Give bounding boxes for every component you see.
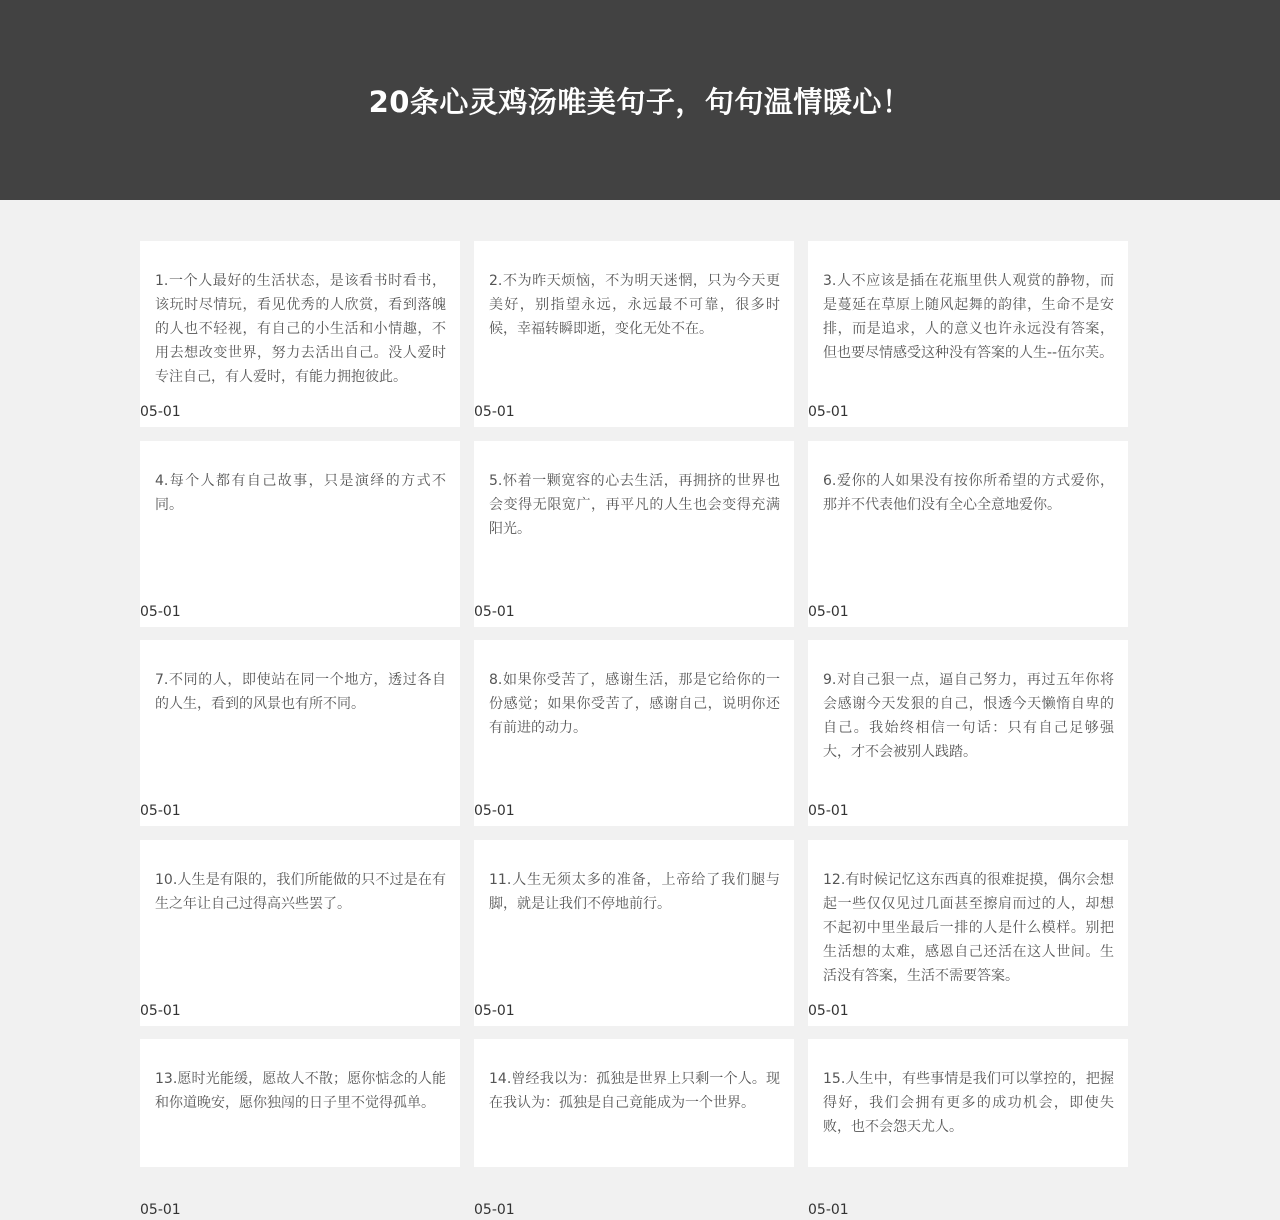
quote-card[interactable] xyxy=(140,441,460,627)
quote-card[interactable] xyxy=(140,840,460,1026)
quote-date: 05-01 xyxy=(140,1202,181,1218)
quote-card[interactable] xyxy=(474,241,794,427)
quote-text: 1.一个人最好的生活状态，是该看书时看书，该玩时尽情玩，看见优秀的人欣赏，看到落魄的人也不轻视，有自己的小生活和小情趣，不用去想改变世界，努力去活出自己。没人爱时专注自己，有人爱时，有能力拥抱彼此。 xyxy=(155,273,446,385)
quote-date: 05-01 xyxy=(808,604,849,620)
quote-text: 14.曾经我以为：孤独是世界上只剩一个人。现在我认为：孤独是自己竟能成为一个世界。 xyxy=(489,1071,780,1111)
quote-card[interactable] xyxy=(140,1039,460,1218)
quote-text: 11.人生无须太多的准备，上帝给了我们腿与脚，就是让我们不停地前行。 xyxy=(489,872,780,912)
quote-text: 4.每个人都有自己故事，只是演绎的方式不同。 xyxy=(155,473,446,513)
quote-card[interactable] xyxy=(808,241,1128,427)
quote-text: 7.不同的人，即使站在同一个地方，透过各自的人生，看到的风景也有所不同。 xyxy=(155,672,446,712)
quote-card[interactable] xyxy=(474,1039,794,1218)
quote-date: 05-01 xyxy=(808,1003,849,1019)
quote-card[interactable] xyxy=(140,241,460,427)
quote-date: 05-01 xyxy=(474,1202,515,1218)
quote-text: 13.愿时光能缓，愿故人不散；愿你惦念的人能和你道晚安，愿你独闯的日子里不觉得孤单。 xyxy=(155,1071,446,1111)
quote-text: 6.爱你的人如果没有按你所希望的方式爱你，那并不代表他们没有全心全意地爱你。 xyxy=(823,473,1114,513)
quote-text: 5.怀着一颗宽容的心去生活，再拥挤的世界也会变得无限宽广，再平凡的人生也会变得充满阳光。 xyxy=(489,473,780,537)
quote-date: 05-01 xyxy=(474,1003,515,1019)
quote-text: 3.人不应该是插在花瓶里供人观赏的静物，而是蔓延在草原上随风起舞的韵律，生命不是安排，而是追求，人的意义也许永远没有答案，但也要尽情感受这种没有答案的人生--伍尔芙。 xyxy=(823,273,1114,361)
page-title: 20条心灵鸡汤唯美句子，句句温情暖心！ xyxy=(368,85,912,119)
quote-card[interactable] xyxy=(474,840,794,1026)
quote-date: 05-01 xyxy=(474,404,515,420)
quote-text: 9.对自己狠一点，逼自己努力，再过五年你将会感谢今天发狠的自己，恨透今天懒惰自卑的自己。我始终相信一句话：只有自己足够强大，才不会被别人践踏。 xyxy=(823,672,1114,760)
quote-date: 05-01 xyxy=(808,1202,849,1218)
quote-date: 05-01 xyxy=(140,404,181,420)
quote-text: 2.不为昨天烦恼，不为明天迷惘，只为今天更美好，别指望永远，永远最不可靠，很多时候，幸福转瞬即逝，变化无处不在。 xyxy=(489,273,780,337)
quote-card[interactable] xyxy=(474,640,794,826)
quote-card[interactable] xyxy=(808,1039,1128,1218)
quote-date: 05-01 xyxy=(474,604,515,620)
quote-text: 15.人生中，有些事情是我们可以掌控的，把握得好，我们会拥有更多的成功机会，即使失败，也不会怨天尤人。 xyxy=(823,1071,1114,1135)
page-header xyxy=(0,0,1280,200)
quote-date: 05-01 xyxy=(808,803,849,819)
quote-card[interactable] xyxy=(808,640,1128,826)
quote-card[interactable] xyxy=(474,441,794,627)
quote-date: 05-01 xyxy=(808,404,849,420)
quote-card[interactable] xyxy=(808,441,1128,627)
quote-grid xyxy=(0,200,1280,1218)
quote-date: 05-01 xyxy=(140,803,181,819)
quote-card[interactable] xyxy=(140,640,460,826)
quote-text: 12.有时候记忆这东西真的很难捉摸，偶尔会想起一些仅仅见过几面甚至擦肩而过的人，却想不起初中里坐最后一排的人是什么模样。别把生活想的太难，感恩自己还活在这人世间。生活没有答案，生活不需要答案。 xyxy=(823,872,1114,984)
quote-date: 05-01 xyxy=(140,604,181,620)
quote-date: 05-01 xyxy=(140,1003,181,1019)
quote-text: 8.如果你受苦了，感谢生活，那是它给你的一份感觉；如果你受苦了，感谢自己，说明你还有前进的动力。 xyxy=(489,672,780,736)
quote-date: 05-01 xyxy=(474,803,515,819)
quote-text: 10.人生是有限的，我们所能做的只不过是在有生之年让自己过得高兴些罢了。 xyxy=(155,872,446,912)
quote-card[interactable] xyxy=(808,840,1128,1026)
